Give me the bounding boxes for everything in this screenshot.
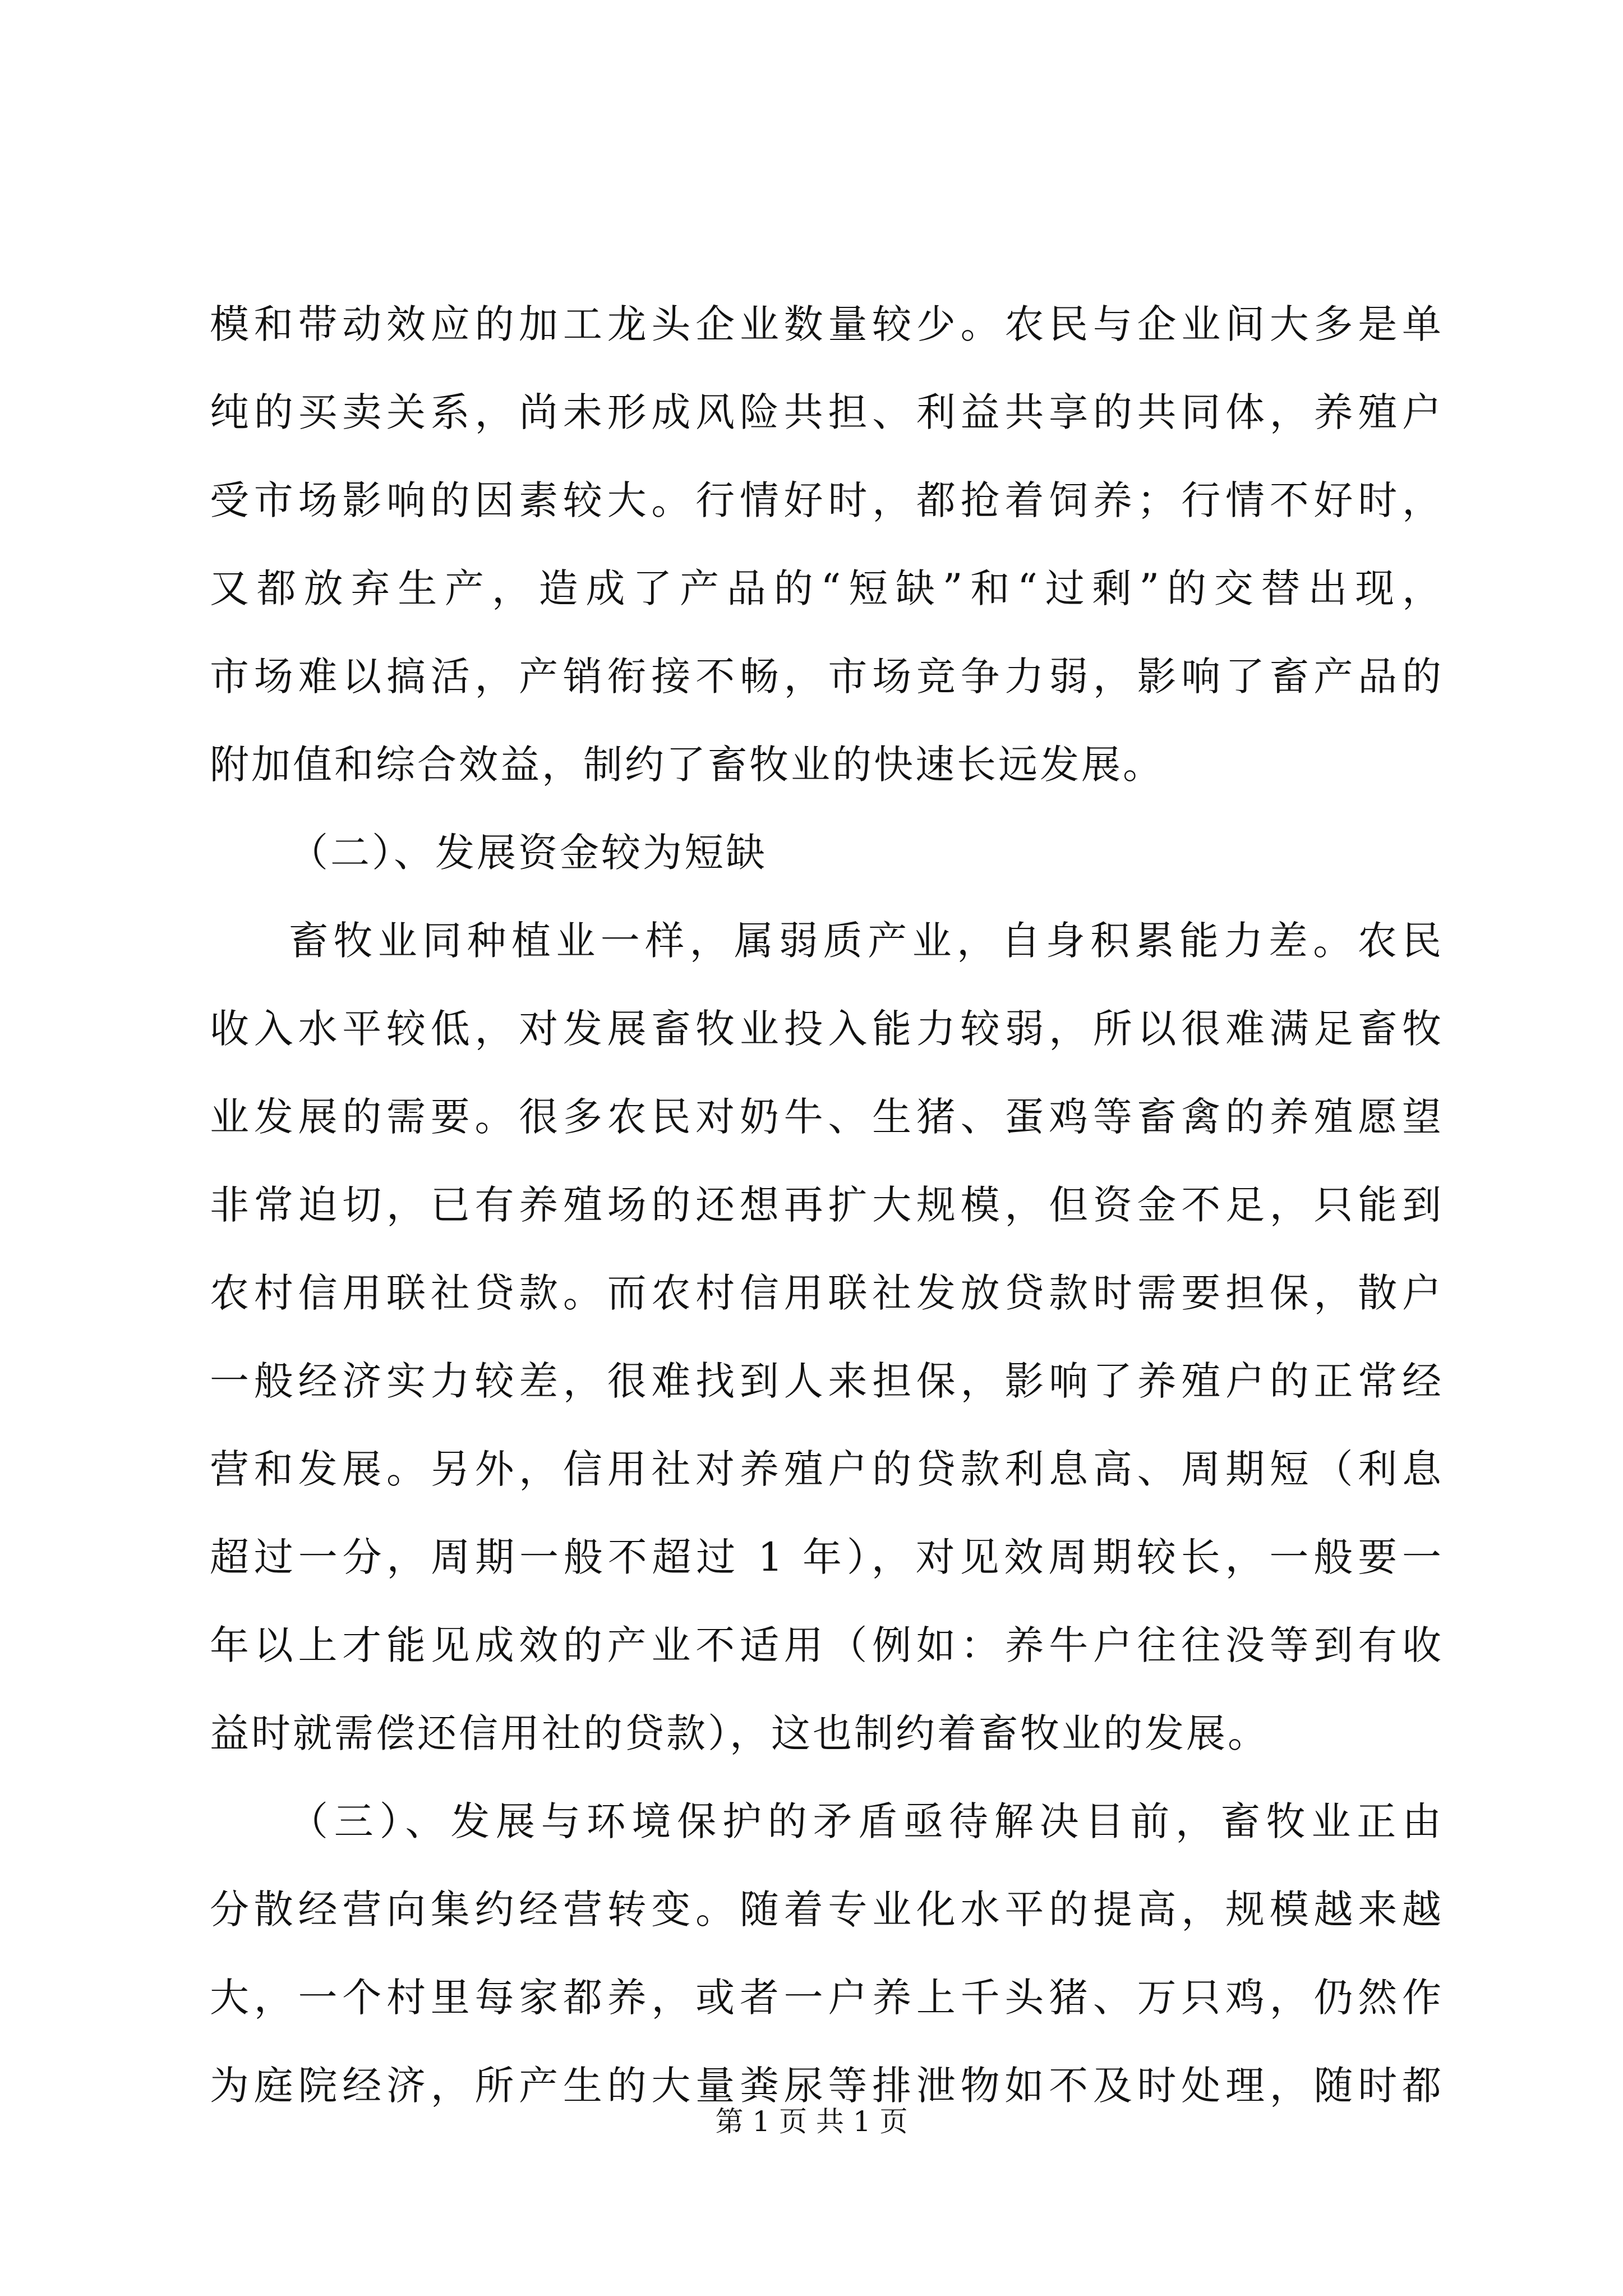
text-line: 模和带动效应的加工龙头企业数量较少。农民与企业间大多是单	[210, 301, 1444, 347]
page-footer: 第 1 页 共 1 页	[715, 2105, 908, 2138]
text-line: 大，一个村里每家都养，或者一户养上千头猪、万只鸡，仍然作	[210, 1975, 1444, 2021]
body-text	[210, 280, 1444, 2130]
text-line: 益时就需偿还信用社的贷款），这也制约着畜牧业的发展。	[210, 1710, 1269, 1756]
text-line: 为庭院经济，所产生的大量粪尿等排泄物如不及时处理，随时都	[210, 2063, 1444, 2109]
text-line: 一般经济实力较差，很难找到人来担保，影响了养殖户的正常经	[210, 1358, 1444, 1404]
text-line: 收入水平较低，对发展畜牧业投入能力较弱，所以很难满足畜牧	[210, 1006, 1444, 1052]
section-heading: （三）、发展与环境保护的矛盾亟待解决目前，畜牧业正由	[289, 1798, 1444, 1844]
text-line: 年以上才能见成效的产业不适用（例如：养牛户往往没等到有收	[210, 1622, 1444, 1668]
text-line: 纯的买卖关系，尚未形成风险共担、利益共享的共同体，养殖户	[210, 389, 1444, 435]
text-line: 非常迫切，已有养殖场的还想再扩大规模，但资金不足，只能到	[210, 1182, 1444, 1228]
text-line: 受市场影响的因素较大。行情好时，都抢着饲养；行情不好时，	[210, 477, 1444, 523]
text-line: 市场难以搞活，产销衔接不畅，市场竞争力弱，影响了畜产品的	[210, 654, 1444, 700]
section-heading: （二）、发展资金较为短缺	[289, 830, 767, 876]
text-line: 业发展的需要。很多农民对奶牛、生猪、蛋鸡等畜禽的养殖愿望	[210, 1094, 1444, 1140]
text-line: 又都放弃生产，造成了产品的“短缺”和“过剩”的交替出现，	[210, 565, 1444, 611]
text-line: 分散经营向集约经营转变。随着专业化水平的提高，规模越来越	[210, 1887, 1444, 1932]
text-line: 超过一分，周期一般不超过 1 年），对见效周期较长，一般要一	[210, 1534, 1444, 1580]
text-line: 农村信用联社贷款。而农村信用联社发放贷款时需要担保，散户	[210, 1270, 1444, 1316]
text-line: 附加值和综合效益，制约了畜牧业的快速长远发展。	[210, 742, 1164, 788]
text-line: 营和发展。另外，信用社对养殖户的贷款利息高、周期短（利息	[210, 1446, 1444, 1492]
text-line: 畜牧业同种植业一样，属弱质产业，自身积累能力差。农民	[289, 918, 1444, 964]
